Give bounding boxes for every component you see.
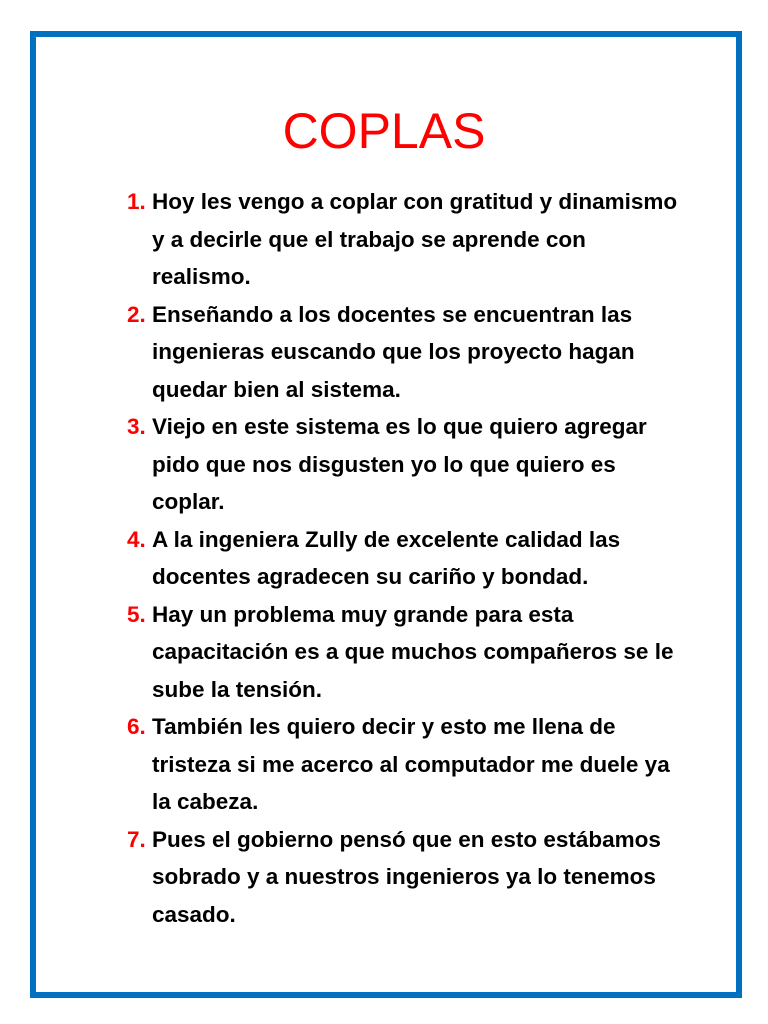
verse-item [127,521,687,596]
verse-number: 6. [127,714,146,739]
verse-text: A la ingeniera Zully de excelente calidad las docentes agradecen su cariño y bondad. [152,526,621,589]
verse-item [127,296,687,409]
verse-number: 5. [127,601,146,627]
verse-number: 2. [127,301,146,327]
verse-text: También les quiero decir y esto me llena de tristeza si me acerco al computador me duele ya la cabeza. [152,714,670,814]
verse-text: Viejo en este sistema es lo que quiero agregar pido que nos disgusten yo lo que quiero es coplar. [152,414,647,514]
verse-item [127,183,687,296]
verse-number: 4. [127,526,146,552]
verse-item [127,708,687,821]
document-title: COPLAS [282,103,486,159]
verse-number: 1. [127,189,146,214]
verse-text: Pues el gobierno pensó que en esto estábamos sobrado y a nuestros ingenieros ya lo tenemos casado. [152,826,661,927]
verse-item [127,821,687,934]
verse-number: 3. [127,414,146,439]
verse-item [127,596,687,709]
verse-text: Hoy les vengo a coplar con gratitud y dinamismo y a decirle que el trabajo se aprende con realismo. [152,189,678,289]
verse-item [127,408,687,521]
verse-number: 7. [127,826,146,852]
verse-text: Hay un problema muy grande para esta capacitación es a que muchos compañeros se le sube la tensión. [152,601,674,702]
verse-list [127,183,687,933]
verse-text: Enseñando a los docentes se encuentran las ingenieras euscando que los proyecto hagan quedar bien al sistema. [152,301,635,402]
